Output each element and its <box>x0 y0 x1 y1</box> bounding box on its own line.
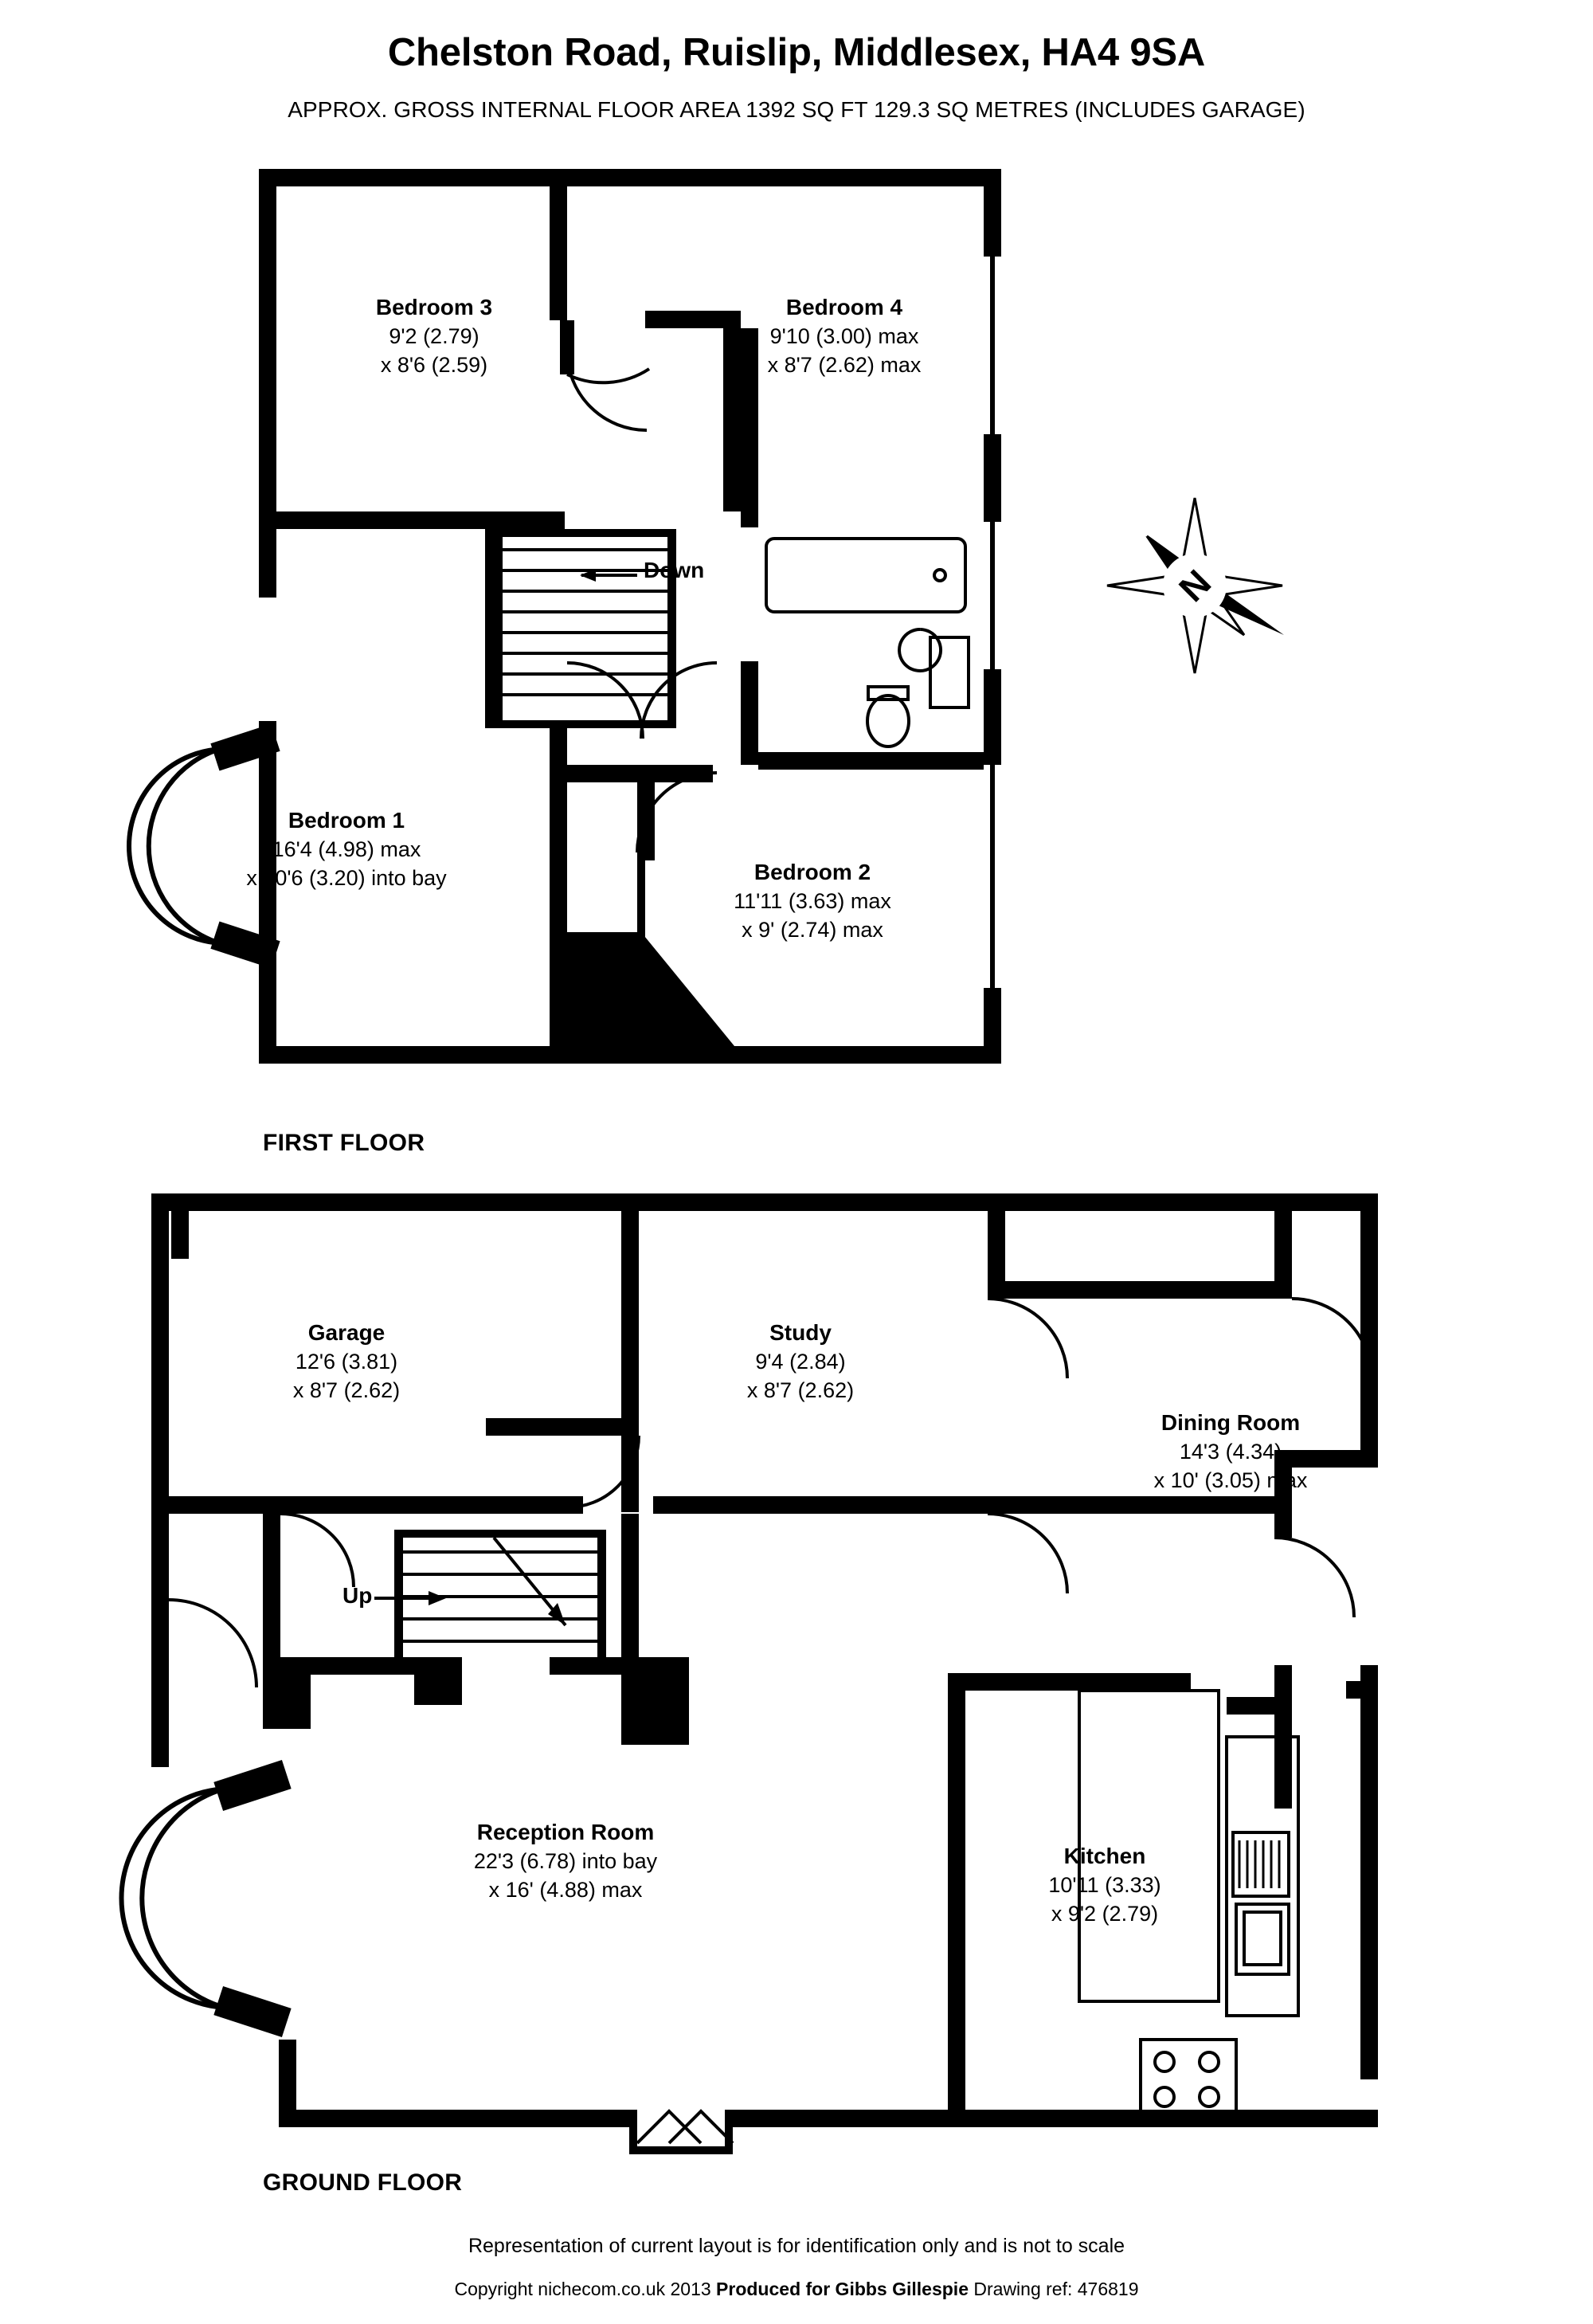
footer-produced-for: Produced for Gibbs Gillespie <box>716 2279 969 2299</box>
room-label-study <box>653 1319 948 1405</box>
room-label-bedroom-1 <box>171 806 522 892</box>
room-label-bedroom-2 <box>657 858 968 944</box>
room-dimension-2: x 9' (2.74) max <box>742 918 883 942</box>
room-dimension-1: 22'3 (6.78) into bay <box>473 1849 658 1873</box>
room-dimension-2: x 10' (3.05) max <box>1153 1468 1308 1492</box>
room-dimension-2: x 16' (4.88) max <box>488 1878 643 1902</box>
room-label-reception-room <box>346 1818 785 1904</box>
room-dimension-1: 16'4 (4.98) max <box>272 837 421 861</box>
compass-rose <box>1107 498 1284 673</box>
room-dimension-1: 9'4 (2.84) <box>755 1350 846 1374</box>
room-dimension-2: x 9'2 (2.79) <box>1051 1902 1159 1926</box>
room-dimension-2: x 8'7 (2.62) max <box>767 353 922 377</box>
room-dimension-1: 11'11 (3.63) max <box>734 889 891 913</box>
footer-disclaimer: Representation of current layout is for identification only and is not to scale <box>468 2235 1125 2257</box>
room-name: Bedroom 1 <box>288 808 405 833</box>
room-dimension-2: x 8'6 (2.59) <box>380 353 488 377</box>
footer-credits <box>0 2279 1593 2300</box>
page-subtitle: APPROX. GROSS INTERNAL FLOOR AREA 1392 SQ FT 129.3 SQ METRES (INCLUDES GARAGE) <box>288 97 1305 122</box>
room-name: Kitchen <box>1063 1844 1146 1868</box>
room-name: Bedroom 4 <box>785 295 903 319</box>
footer-ref-value: 476819 <box>1077 2279 1139 2299</box>
room-dimension-1: 9'10 (3.00) max <box>769 324 919 348</box>
svg-text:N: N <box>1170 561 1219 610</box>
footer-ref-label: Drawing ref: <box>973 2279 1073 2299</box>
page-title: Chelston Road, Ruislip, Middlesex, HA4 9SA <box>387 31 1206 74</box>
room-name: Bedroom 2 <box>753 860 871 884</box>
room-name: Bedroom 3 <box>375 295 493 319</box>
footer-copyright: Copyright nichecom.co.uk 2013 <box>454 2279 711 2299</box>
room-name: Reception Room <box>476 1820 655 1844</box>
room-label-garage <box>199 1319 494 1405</box>
stairs-down-label: Down <box>644 558 705 582</box>
room-dimension-2: x 8'7 (2.62) <box>746 1378 855 1402</box>
room-dimension-1: 14'3 (4.34) <box>1179 1440 1282 1464</box>
room-label-kitchen <box>973 1842 1236 1928</box>
room-label-bedroom-4 <box>701 293 988 379</box>
room-dimension-1: 12'6 (3.81) <box>295 1350 398 1374</box>
room-dimension-1: 9'2 (2.79) <box>389 324 479 348</box>
ground-floor-label: GROUND FLOOR <box>263 2169 463 2196</box>
room-label-dining-room <box>1071 1409 1390 1495</box>
room-label-bedroom-3 <box>307 293 562 379</box>
stairs-up-label: Up <box>342 1583 373 1608</box>
first-floor-label: FIRST FLOOR <box>263 1130 425 1156</box>
room-name: Study <box>769 1320 832 1345</box>
room-name: Garage <box>307 1320 386 1345</box>
room-dimension-2: x 8'7 (2.62) <box>292 1378 401 1402</box>
room-dimension-2: x 10'6 (3.20) into bay <box>246 866 447 890</box>
room-name: Dining Room <box>1161 1410 1301 1435</box>
room-dimension-1: 10'11 (3.33) <box>1048 1873 1161 1897</box>
